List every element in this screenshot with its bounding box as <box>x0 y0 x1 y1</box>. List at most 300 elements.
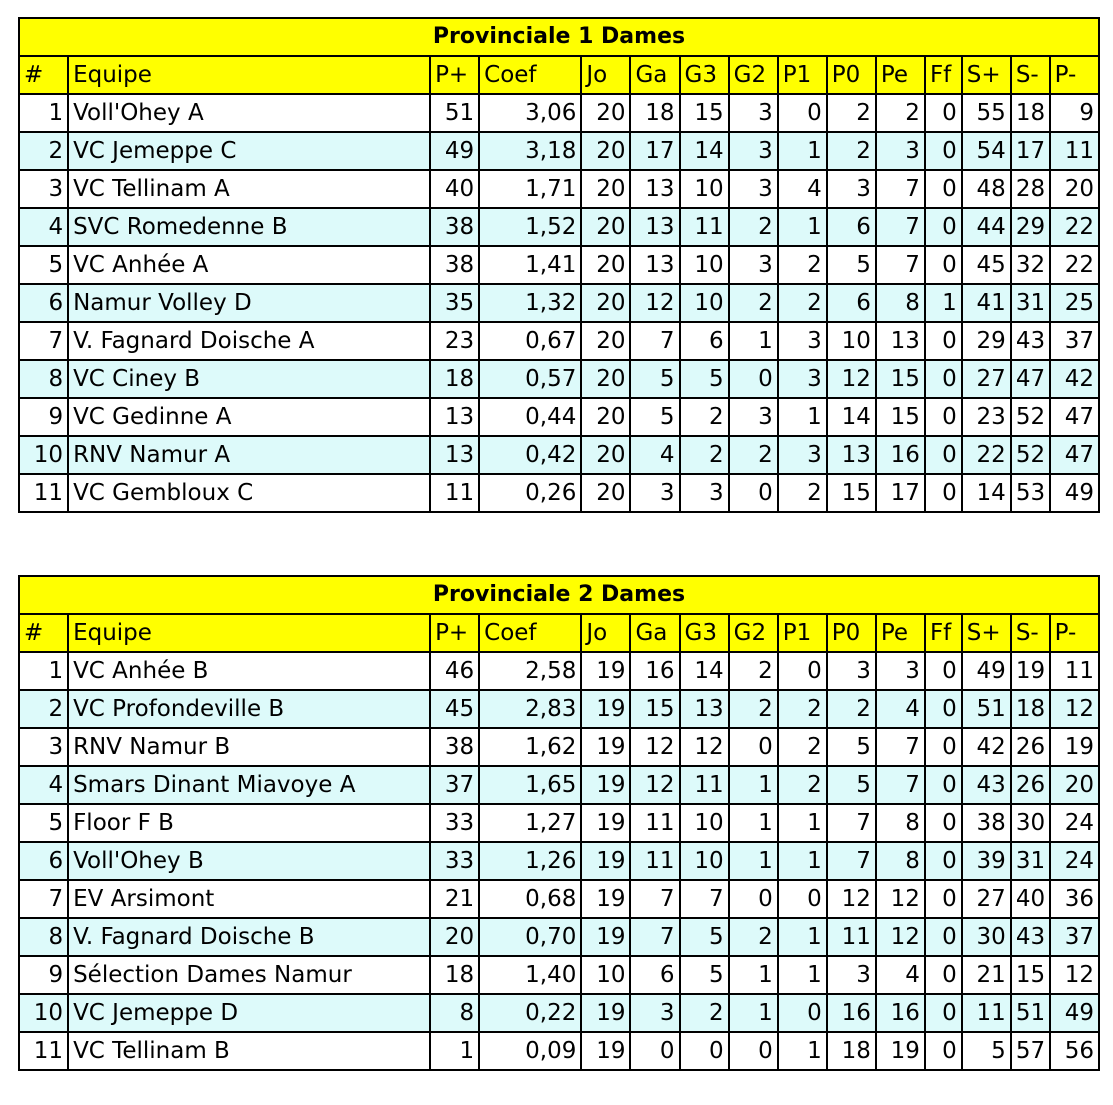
cell-sets-minus: 31 <box>1011 284 1050 322</box>
cell-played: 20 <box>581 246 630 284</box>
cell-p1: 3 <box>778 322 827 360</box>
cell-g3: 10 <box>680 804 729 842</box>
cell-rank: 11 <box>19 474 68 512</box>
cell-p1: 0 <box>778 994 827 1032</box>
cell-rank: 7 <box>19 322 68 360</box>
standings-table-provinciale-2 <box>18 575 1100 1071</box>
cell-forfeit: 0 <box>925 880 962 918</box>
table-row <box>19 170 1099 208</box>
cell-g3: 10 <box>680 170 729 208</box>
col-points-plus: P+ <box>430 614 479 652</box>
cell-g2: 3 <box>729 170 778 208</box>
table-row <box>19 322 1099 360</box>
cell-points-minus: 12 <box>1050 690 1099 728</box>
cell-played: 20 <box>581 474 630 512</box>
cell-sets-minus: 18 <box>1011 690 1050 728</box>
table-row <box>19 436 1099 474</box>
table-row <box>19 994 1099 1032</box>
cell-points-plus: 11 <box>430 474 479 512</box>
cell-p0: 7 <box>827 842 876 880</box>
col-forfeit: Ff <box>925 614 962 652</box>
cell-points-plus: 38 <box>430 728 479 766</box>
cell-won: 13 <box>630 170 679 208</box>
cell-won: 5 <box>630 398 679 436</box>
cell-rank: 10 <box>19 436 68 474</box>
cell-team: SVC Romedenne B <box>68 208 430 246</box>
cell-coef: 1,32 <box>479 284 581 322</box>
cell-coef: 3,18 <box>479 132 581 170</box>
cell-forfeit: 0 <box>925 246 962 284</box>
table-row <box>19 652 1099 690</box>
cell-sets-plus: 14 <box>962 474 1011 512</box>
cell-lost: 7 <box>876 170 925 208</box>
cell-won: 16 <box>630 652 679 690</box>
cell-played: 20 <box>581 284 630 322</box>
cell-p1: 1 <box>778 842 827 880</box>
cell-played: 20 <box>581 398 630 436</box>
cell-g3: 5 <box>680 918 729 956</box>
cell-points-minus: 9 <box>1050 94 1099 132</box>
cell-p1: 1 <box>778 804 827 842</box>
cell-g2: 2 <box>729 284 778 322</box>
cell-points-plus: 13 <box>430 436 479 474</box>
cell-played: 20 <box>581 94 630 132</box>
cell-points-minus: 36 <box>1050 880 1099 918</box>
cell-won: 3 <box>630 474 679 512</box>
cell-sets-minus: 26 <box>1011 728 1050 766</box>
cell-sets-plus: 54 <box>962 132 1011 170</box>
cell-rank: 9 <box>19 398 68 436</box>
cell-sets-minus: 40 <box>1011 880 1050 918</box>
cell-team: Voll'Ohey A <box>68 94 430 132</box>
cell-team: Namur Volley D <box>68 284 430 322</box>
col-won: Ga <box>630 56 679 94</box>
cell-team: V. Fagnard Doische B <box>68 918 430 956</box>
table-row <box>19 208 1099 246</box>
cell-p1: 2 <box>778 284 827 322</box>
cell-rank: 9 <box>19 956 68 994</box>
cell-sets-plus: 55 <box>962 94 1011 132</box>
cell-points-minus: 49 <box>1050 994 1099 1032</box>
cell-p0: 16 <box>827 994 876 1032</box>
cell-sets-minus: 28 <box>1011 170 1050 208</box>
cell-rank: 8 <box>19 360 68 398</box>
cell-p1: 2 <box>778 728 827 766</box>
cell-sets-minus: 43 <box>1011 918 1050 956</box>
cell-points-plus: 38 <box>430 208 479 246</box>
cell-rank: 11 <box>19 1032 68 1070</box>
cell-lost: 12 <box>876 918 925 956</box>
cell-team: VC Anhée B <box>68 652 430 690</box>
col-team: Equipe <box>68 614 430 652</box>
cell-g3: 2 <box>680 398 729 436</box>
cell-p1: 4 <box>778 170 827 208</box>
col-points-minus: P- <box>1050 614 1099 652</box>
cell-coef: 1,71 <box>479 170 581 208</box>
cell-sets-plus: 27 <box>962 880 1011 918</box>
cell-played: 19 <box>581 842 630 880</box>
cell-lost: 17 <box>876 474 925 512</box>
cell-g2: 1 <box>729 994 778 1032</box>
cell-forfeit: 0 <box>925 766 962 804</box>
cell-g2: 3 <box>729 94 778 132</box>
cell-played: 20 <box>581 208 630 246</box>
cell-g3: 3 <box>680 474 729 512</box>
cell-points-minus: 24 <box>1050 804 1099 842</box>
cell-team: VC Tellinam B <box>68 1032 430 1070</box>
cell-sets-plus: 44 <box>962 208 1011 246</box>
cell-g3: 14 <box>680 132 729 170</box>
cell-won: 3 <box>630 994 679 1032</box>
cell-sets-minus: 17 <box>1011 132 1050 170</box>
cell-p0: 5 <box>827 246 876 284</box>
cell-played: 19 <box>581 728 630 766</box>
cell-p1: 0 <box>778 94 827 132</box>
cell-points-minus: 11 <box>1050 652 1099 690</box>
cell-p1: 1 <box>778 918 827 956</box>
cell-team: VC Gembloux C <box>68 474 430 512</box>
cell-lost: 15 <box>876 398 925 436</box>
table-row <box>19 474 1099 512</box>
cell-coef: 1,26 <box>479 842 581 880</box>
cell-lost: 4 <box>876 956 925 994</box>
cell-g2: 0 <box>729 880 778 918</box>
cell-p0: 12 <box>827 880 876 918</box>
cell-p0: 3 <box>827 652 876 690</box>
cell-points-plus: 38 <box>430 246 479 284</box>
cell-p0: 18 <box>827 1032 876 1070</box>
cell-p0: 3 <box>827 170 876 208</box>
cell-played: 10 <box>581 956 630 994</box>
cell-g3: 10 <box>680 246 729 284</box>
cell-g3: 14 <box>680 652 729 690</box>
cell-p1: 0 <box>778 880 827 918</box>
cell-points-minus: 37 <box>1050 918 1099 956</box>
cell-p0: 5 <box>827 728 876 766</box>
cell-lost: 7 <box>876 208 925 246</box>
table-row <box>19 956 1099 994</box>
cell-rank: 3 <box>19 728 68 766</box>
cell-p1: 3 <box>778 360 827 398</box>
cell-p1: 1 <box>778 398 827 436</box>
cell-rank: 1 <box>19 652 68 690</box>
cell-g2: 3 <box>729 246 778 284</box>
cell-sets-minus: 26 <box>1011 766 1050 804</box>
col-points-minus: P- <box>1050 56 1099 94</box>
cell-g2: 2 <box>729 652 778 690</box>
col-played: Jo <box>581 614 630 652</box>
col-g3: G3 <box>680 56 729 94</box>
cell-p0: 15 <box>827 474 876 512</box>
cell-g3: 7 <box>680 880 729 918</box>
cell-sets-plus: 45 <box>962 246 1011 284</box>
col-played: Jo <box>581 56 630 94</box>
cell-won: 12 <box>630 284 679 322</box>
cell-sets-minus: 32 <box>1011 246 1050 284</box>
cell-won: 18 <box>630 94 679 132</box>
cell-p1: 1 <box>778 132 827 170</box>
cell-points-minus: 11 <box>1050 132 1099 170</box>
cell-points-plus: 51 <box>430 94 479 132</box>
cell-sets-minus: 57 <box>1011 1032 1050 1070</box>
cell-points-minus: 22 <box>1050 208 1099 246</box>
cell-p1: 2 <box>778 246 827 284</box>
cell-sets-minus: 51 <box>1011 994 1050 1032</box>
cell-p0: 7 <box>827 804 876 842</box>
cell-lost: 3 <box>876 132 925 170</box>
table-row <box>19 398 1099 436</box>
cell-forfeit: 0 <box>925 918 962 956</box>
cell-g2: 0 <box>729 360 778 398</box>
cell-p0: 14 <box>827 398 876 436</box>
col-sets-minus: S- <box>1011 614 1050 652</box>
cell-g2: 2 <box>729 436 778 474</box>
cell-g3: 13 <box>680 690 729 728</box>
cell-coef: 1,27 <box>479 804 581 842</box>
cell-won: 4 <box>630 436 679 474</box>
cell-points-plus: 45 <box>430 690 479 728</box>
cell-sets-plus: 42 <box>962 728 1011 766</box>
cell-coef: 0,42 <box>479 436 581 474</box>
cell-team: VC Jemeppe D <box>68 994 430 1032</box>
cell-points-plus: 23 <box>430 322 479 360</box>
cell-lost: 15 <box>876 360 925 398</box>
cell-sets-minus: 18 <box>1011 94 1050 132</box>
cell-forfeit: 0 <box>925 652 962 690</box>
cell-lost: 12 <box>876 880 925 918</box>
cell-points-plus: 46 <box>430 652 479 690</box>
cell-p0: 5 <box>827 766 876 804</box>
cell-team: Sélection Dames Namur <box>68 956 430 994</box>
cell-lost: 13 <box>876 322 925 360</box>
cell-sets-plus: 21 <box>962 956 1011 994</box>
cell-p0: 6 <box>827 284 876 322</box>
cell-points-plus: 49 <box>430 132 479 170</box>
cell-points-minus: 47 <box>1050 398 1099 436</box>
cell-sets-plus: 30 <box>962 918 1011 956</box>
cell-team: Floor F B <box>68 804 430 842</box>
cell-points-plus: 21 <box>430 880 479 918</box>
cell-p0: 2 <box>827 690 876 728</box>
cell-lost: 2 <box>876 94 925 132</box>
cell-rank: 7 <box>19 880 68 918</box>
cell-team: RNV Namur B <box>68 728 430 766</box>
cell-sets-plus: 39 <box>962 842 1011 880</box>
cell-played: 20 <box>581 436 630 474</box>
cell-played: 19 <box>581 690 630 728</box>
cell-forfeit: 0 <box>925 208 962 246</box>
cell-forfeit: 1 <box>925 284 962 322</box>
cell-forfeit: 0 <box>925 170 962 208</box>
cell-won: 15 <box>630 690 679 728</box>
col-g3: G3 <box>680 614 729 652</box>
cell-points-plus: 18 <box>430 360 479 398</box>
cell-team: VC Tellinam A <box>68 170 430 208</box>
cell-team: Smars Dinant Miavoye A <box>68 766 430 804</box>
cell-rank: 4 <box>19 766 68 804</box>
cell-coef: 0,22 <box>479 994 581 1032</box>
cell-sets-plus: 5 <box>962 1032 1011 1070</box>
cell-played: 19 <box>581 804 630 842</box>
cell-forfeit: 0 <box>925 436 962 474</box>
cell-g2: 1 <box>729 766 778 804</box>
cell-points-minus: 22 <box>1050 246 1099 284</box>
cell-played: 20 <box>581 322 630 360</box>
cell-g3: 10 <box>680 284 729 322</box>
col-p1: P1 <box>778 614 827 652</box>
cell-sets-plus: 49 <box>962 652 1011 690</box>
cell-g2: 1 <box>729 804 778 842</box>
cell-won: 12 <box>630 728 679 766</box>
cell-coef: 1,52 <box>479 208 581 246</box>
col-p0: P0 <box>827 56 876 94</box>
cell-coef: 0,70 <box>479 918 581 956</box>
cell-g2: 1 <box>729 956 778 994</box>
cell-rank: 6 <box>19 842 68 880</box>
cell-sets-minus: 29 <box>1011 208 1050 246</box>
cell-played: 19 <box>581 994 630 1032</box>
cell-team: V. Fagnard Doische A <box>68 322 430 360</box>
cell-p0: 10 <box>827 322 876 360</box>
cell-g2: 3 <box>729 132 778 170</box>
cell-points-plus: 33 <box>430 842 479 880</box>
col-coef: Coef <box>479 614 581 652</box>
cell-team: VC Anhée A <box>68 246 430 284</box>
cell-team: VC Profondeville B <box>68 690 430 728</box>
cell-g3: 2 <box>680 436 729 474</box>
col-rank: # <box>19 56 68 94</box>
table-row <box>19 246 1099 284</box>
cell-rank: 2 <box>19 132 68 170</box>
cell-g2: 1 <box>729 322 778 360</box>
col-sets-plus: S+ <box>962 56 1011 94</box>
cell-points-plus: 33 <box>430 804 479 842</box>
cell-team: RNV Namur A <box>68 436 430 474</box>
cell-played: 19 <box>581 766 630 804</box>
table-row <box>19 94 1099 132</box>
cell-forfeit: 0 <box>925 132 962 170</box>
cell-coef: 1,40 <box>479 956 581 994</box>
cell-lost: 7 <box>876 728 925 766</box>
cell-lost: 16 <box>876 994 925 1032</box>
cell-g3: 15 <box>680 94 729 132</box>
col-sets-plus: S+ <box>962 614 1011 652</box>
table-title: Provinciale 2 Dames <box>19 576 1099 614</box>
cell-points-minus: 20 <box>1050 170 1099 208</box>
table-row <box>19 284 1099 322</box>
cell-g3: 6 <box>680 322 729 360</box>
cell-rank: 5 <box>19 246 68 284</box>
table-title: Provinciale 1 Dames <box>19 18 1099 56</box>
cell-forfeit: 0 <box>925 956 962 994</box>
cell-played: 19 <box>581 918 630 956</box>
cell-won: 12 <box>630 766 679 804</box>
cell-played: 20 <box>581 360 630 398</box>
table-row <box>19 132 1099 170</box>
table-row <box>19 690 1099 728</box>
cell-forfeit: 0 <box>925 398 962 436</box>
cell-sets-minus: 30 <box>1011 804 1050 842</box>
col-coef: Coef <box>479 56 581 94</box>
cell-points-minus: 42 <box>1050 360 1099 398</box>
cell-sets-plus: 41 <box>962 284 1011 322</box>
cell-coef: 2,58 <box>479 652 581 690</box>
cell-sets-plus: 27 <box>962 360 1011 398</box>
cell-played: 19 <box>581 652 630 690</box>
col-points-plus: P+ <box>430 56 479 94</box>
cell-sets-minus: 15 <box>1011 956 1050 994</box>
cell-sets-minus: 43 <box>1011 322 1050 360</box>
cell-g3: 5 <box>680 360 729 398</box>
cell-rank: 6 <box>19 284 68 322</box>
table-body <box>19 652 1099 1070</box>
cell-points-minus: 12 <box>1050 956 1099 994</box>
cell-won: 17 <box>630 132 679 170</box>
cell-team: EV Arsimont <box>68 880 430 918</box>
cell-g3: 11 <box>680 766 729 804</box>
cell-g2: 0 <box>729 1032 778 1070</box>
column-header-row <box>19 614 1099 652</box>
cell-g2: 0 <box>729 474 778 512</box>
cell-points-plus: 20 <box>430 918 479 956</box>
cell-lost: 8 <box>876 842 925 880</box>
cell-p0: 6 <box>827 208 876 246</box>
cell-team: VC Jemeppe C <box>68 132 430 170</box>
cell-forfeit: 0 <box>925 728 962 766</box>
cell-lost: 16 <box>876 436 925 474</box>
cell-forfeit: 0 <box>925 94 962 132</box>
col-rank: # <box>19 614 68 652</box>
cell-points-plus: 35 <box>430 284 479 322</box>
cell-p1: 3 <box>778 436 827 474</box>
cell-coef: 0,67 <box>479 322 581 360</box>
cell-team: VC Ciney B <box>68 360 430 398</box>
cell-forfeit: 0 <box>925 994 962 1032</box>
cell-p1: 2 <box>778 474 827 512</box>
cell-team: Voll'Ohey B <box>68 842 430 880</box>
cell-sets-minus: 47 <box>1011 360 1050 398</box>
cell-forfeit: 0 <box>925 842 962 880</box>
cell-points-minus: 49 <box>1050 474 1099 512</box>
cell-p0: 13 <box>827 436 876 474</box>
cell-sets-plus: 11 <box>962 994 1011 1032</box>
cell-p1: 0 <box>778 652 827 690</box>
cell-g2: 3 <box>729 398 778 436</box>
cell-sets-minus: 53 <box>1011 474 1050 512</box>
cell-rank: 8 <box>19 918 68 956</box>
table-row <box>19 728 1099 766</box>
cell-points-plus: 1 <box>430 1032 479 1070</box>
cell-won: 11 <box>630 804 679 842</box>
col-forfeit: Ff <box>925 56 962 94</box>
cell-sets-minus: 31 <box>1011 842 1050 880</box>
table-body <box>19 94 1099 512</box>
table-row <box>19 880 1099 918</box>
cell-g2: 1 <box>729 842 778 880</box>
cell-g2: 2 <box>729 918 778 956</box>
table-row <box>19 842 1099 880</box>
cell-rank: 5 <box>19 804 68 842</box>
cell-points-minus: 19 <box>1050 728 1099 766</box>
cell-won: 13 <box>630 208 679 246</box>
cell-sets-plus: 48 <box>962 170 1011 208</box>
cell-points-minus: 47 <box>1050 436 1099 474</box>
cell-points-plus: 40 <box>430 170 479 208</box>
cell-p1: 1 <box>778 956 827 994</box>
cell-points-minus: 25 <box>1050 284 1099 322</box>
cell-won: 6 <box>630 956 679 994</box>
cell-coef: 0,44 <box>479 398 581 436</box>
